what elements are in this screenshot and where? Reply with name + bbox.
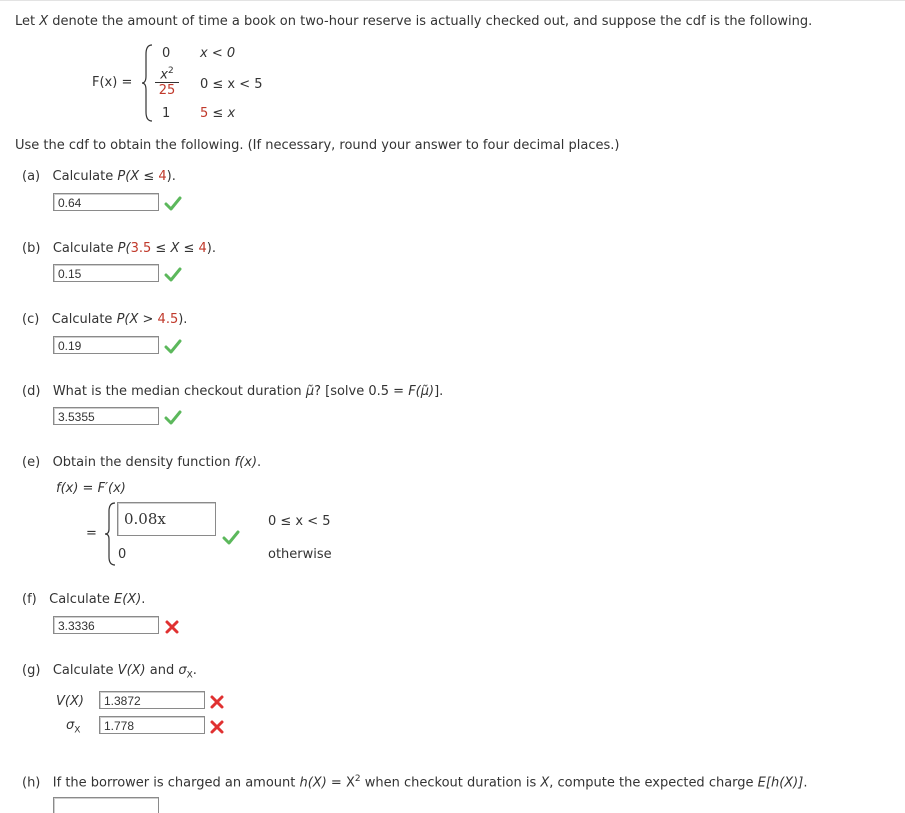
part-e-question: (e) Obtain the density function f(x). xyxy=(22,455,262,470)
instruction-text: Use the cdf to obtain the following. (If necessary, round your answer to four decimal places.) xyxy=(15,138,620,153)
cross-icon xyxy=(163,618,181,636)
cdf-case2-fraction: $x^2$ 25 xyxy=(155,64,179,99)
problem-intro: Let X denote the amount of time a book on two-hour reserve is actually checked out, and suppose the cdf is the following. xyxy=(15,14,813,29)
part-e-equals: = xyxy=(86,526,97,541)
check-icon xyxy=(164,409,182,427)
cdf-lhs: F(x) = xyxy=(92,75,133,90)
part-e-brace xyxy=(104,502,116,566)
cdf-case2-cond: 0 ≤ x < 5 xyxy=(200,77,263,92)
part-f-question: (f) Calculate E(X). xyxy=(22,592,146,607)
part-e-derivative: f(x) = F′(x) xyxy=(56,481,126,496)
top-divider xyxy=(0,0,905,1)
cross-icon xyxy=(208,693,226,711)
part-b-answer-input[interactable]: 0.15 xyxy=(53,264,159,282)
cdf-case3-value: 1 xyxy=(162,106,171,121)
part-e-density-input[interactable]: 0.08x xyxy=(117,502,216,536)
part-b-question: (b) Calculate P(3.5 ≤ X ≤ 4). xyxy=(22,241,217,256)
check-icon xyxy=(222,529,240,547)
check-icon xyxy=(164,195,182,213)
part-a-question: (a) Calculate P(X ≤ 4). xyxy=(22,169,176,184)
part-d-answer-input[interactable]: 3.5355 xyxy=(53,407,159,425)
part-e-piece2-value: 0 xyxy=(118,547,127,562)
part-g-variance-input[interactable]: 1.3872 xyxy=(99,691,205,709)
check-icon xyxy=(164,338,182,356)
part-e-piece1-cond: 0 ≤ x < 5 xyxy=(268,514,331,529)
part-e-piece2-cond: otherwise xyxy=(268,547,332,562)
part-f-answer-input[interactable]: 3.3336 xyxy=(53,616,159,634)
cdf-case1-value: 0 xyxy=(162,46,171,61)
part-g-question: (g) Calculate V(X) and $\sigma_X$. xyxy=(22,663,197,681)
part-g-variance-label: V(X) xyxy=(56,694,84,709)
part-a-answer-input[interactable]: 0.64 xyxy=(53,193,159,211)
cross-icon xyxy=(208,718,226,736)
part-c-answer-input[interactable]: 0.19 xyxy=(53,336,159,354)
cdf-case3-cond: 5 ≤ x xyxy=(200,106,236,121)
cdf-brace xyxy=(141,44,153,122)
part-g-sd-input[interactable]: 1.778 xyxy=(99,716,205,734)
part-h-answer-input[interactable] xyxy=(53,797,159,813)
part-g-sd-label: $\sigma_X$ xyxy=(66,718,81,736)
part-d-question: (d) What is the median checkout duration μ̃? [solve 0.5 = F(μ̃)]. xyxy=(22,384,444,399)
part-c-question: (c) Calculate P(X > 4.5). xyxy=(22,312,188,327)
check-icon xyxy=(164,266,182,284)
part-h-question: (h) If the borrower is charged an amount $h(X) = X^2$ when checkout duration is X, compute the expected charge E[h(X)]. xyxy=(22,774,808,791)
cdf-case1-cond: x < 0 xyxy=(200,46,236,61)
